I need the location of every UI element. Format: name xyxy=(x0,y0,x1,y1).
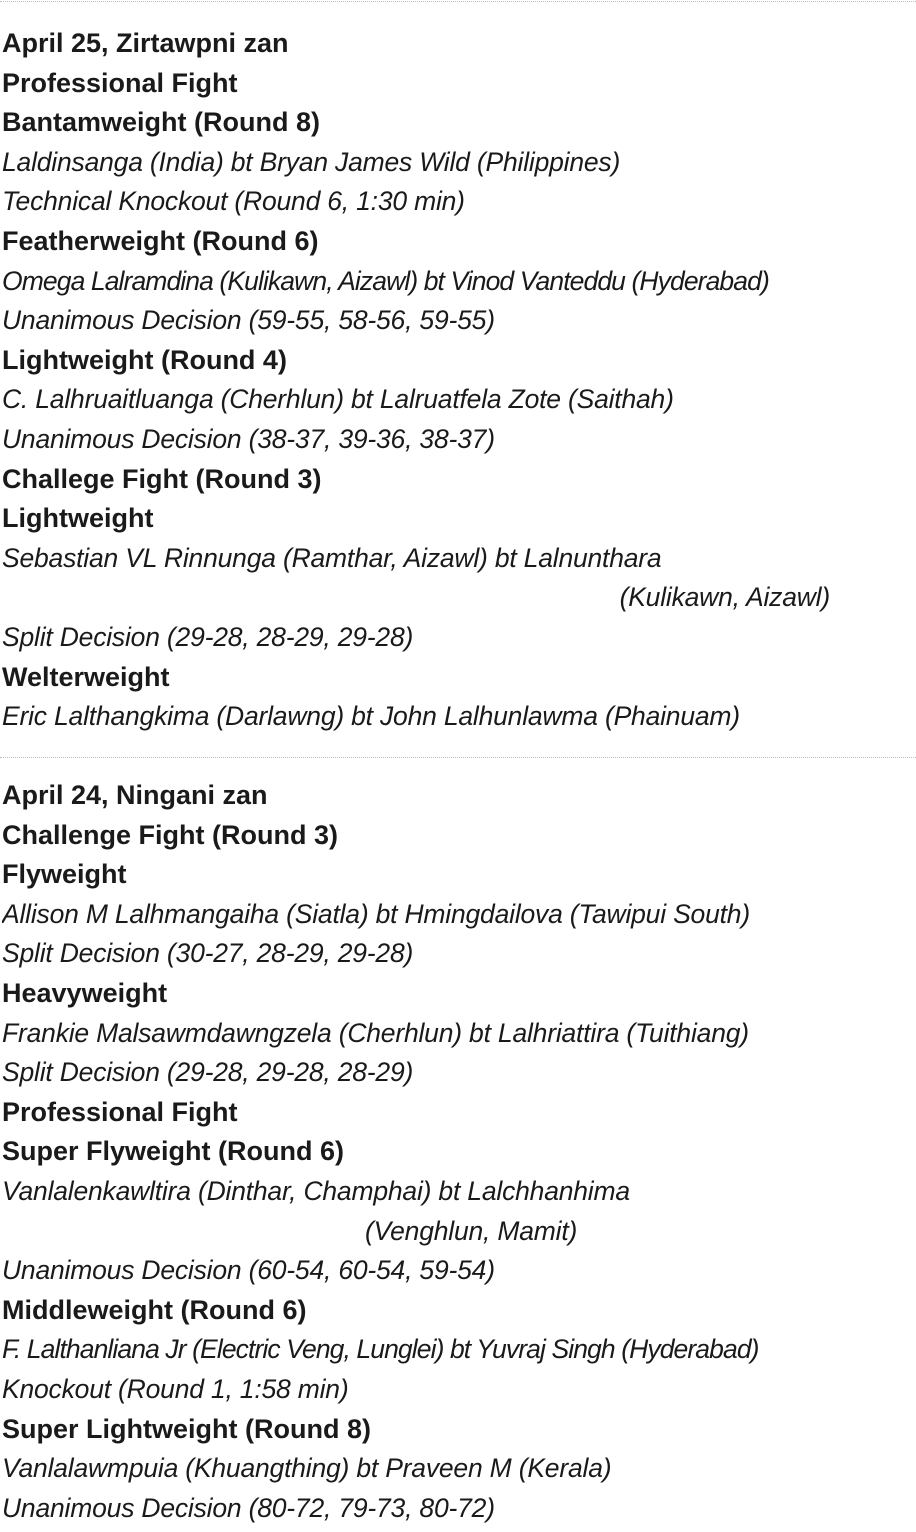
decision: Split Decision (29-28, 28-29, 29-28) xyxy=(2,621,414,652)
weight-class: Super Lightweight (Round 8) xyxy=(2,1413,371,1444)
bout-result: F. Lalthanliana Jr (Electric Veng, Lunglei) bt Yuvraj Singh (Hyderabad) xyxy=(2,1334,759,1365)
fight-category: Professional Fight xyxy=(2,67,238,98)
bout-result: Omega Lalramdina (Kulikawn, Aizawl) bt Vinod Vanteddu (Hyderabad) xyxy=(2,265,769,296)
fight-category: Challenge Fight (Round 3) xyxy=(2,819,338,850)
bout-result-continued: (Venghlun, Mamit) xyxy=(365,1215,578,1246)
decision: Knockout (Round 1, 1:58 min) xyxy=(2,1373,349,1404)
section-divider xyxy=(0,757,916,758)
bout-result: Vanlalenkawltira (Dinthar, Champhai) bt Lalchhanhima xyxy=(2,1175,630,1206)
weight-class: Lightweight xyxy=(2,503,154,534)
date-heading: April 25, Zirtawpni zan xyxy=(2,28,289,58)
weight-class: Lightweight (Round 4) xyxy=(2,344,287,375)
date-heading: April 24, Ningani zan xyxy=(2,780,268,810)
day-section-april-25 xyxy=(2,24,914,737)
weight-class: Featherweight (Round 6) xyxy=(2,225,319,256)
decision: Unanimous Decision (59-55, 58-56, 59-55) xyxy=(2,305,495,336)
decision: Technical Knockout (Round 6, 1:30 min) xyxy=(2,186,465,217)
decision: Unanimous Decision (80-72, 79-73, 80-72) xyxy=(2,1492,495,1523)
weight-class: Flyweight xyxy=(2,859,127,890)
decision: Unanimous Decision (38-37, 39-36, 38-37) xyxy=(2,423,495,454)
day-section-april-24 xyxy=(2,776,914,1528)
bout-result: C. Lalhruaitluanga (Cherhlun) bt Lalruatfela Zote (Saithah) xyxy=(2,384,674,415)
bout-result-continued: (Kulikawn, Aizawl) xyxy=(619,582,830,613)
fight-category: Professional Fight xyxy=(2,1096,238,1127)
weight-class: Middleweight (Round 6) xyxy=(2,1294,307,1325)
fight-category: Challege Fight (Round 3) xyxy=(2,463,322,494)
weight-class: Super Flyweight (Round 6) xyxy=(2,1136,344,1167)
weight-class: Heavyweight xyxy=(2,977,168,1008)
bout-result: Sebastian VL Rinnunga (Ramthar, Aizawl) bt Lalnunthara xyxy=(2,542,662,573)
top-divider xyxy=(0,1,916,2)
bout-result: Vanlalawmpuia (Khuangthing) bt Praveen M (Kerala) xyxy=(2,1453,612,1484)
weight-class: Welterweight xyxy=(2,661,170,692)
decision: Split Decision (29-28, 29-28, 28-29) xyxy=(2,1057,414,1088)
bout-result: Allison M Lalhmangaiha (Siatla) bt Hmingdailova (Tawipui South) xyxy=(2,898,750,929)
decision: Split Decision (30-27, 28-29, 29-28) xyxy=(2,938,414,969)
bout-result: Eric Lalthangkima (Darlawng) bt John Lalhunlawma (Phainuam) xyxy=(2,701,740,732)
decision: Unanimous Decision (60-54, 60-54, 59-54) xyxy=(2,1255,495,1286)
bout-result: Laldinsanga (India) bt Bryan James Wild (Philippines) xyxy=(2,146,621,177)
weight-class: Bantamweight (Round 8) xyxy=(2,107,320,138)
bout-result: Frankie Malsawmdawngzela (Cherhlun) bt Lalhriattira (Tuithiang) xyxy=(2,1017,749,1048)
